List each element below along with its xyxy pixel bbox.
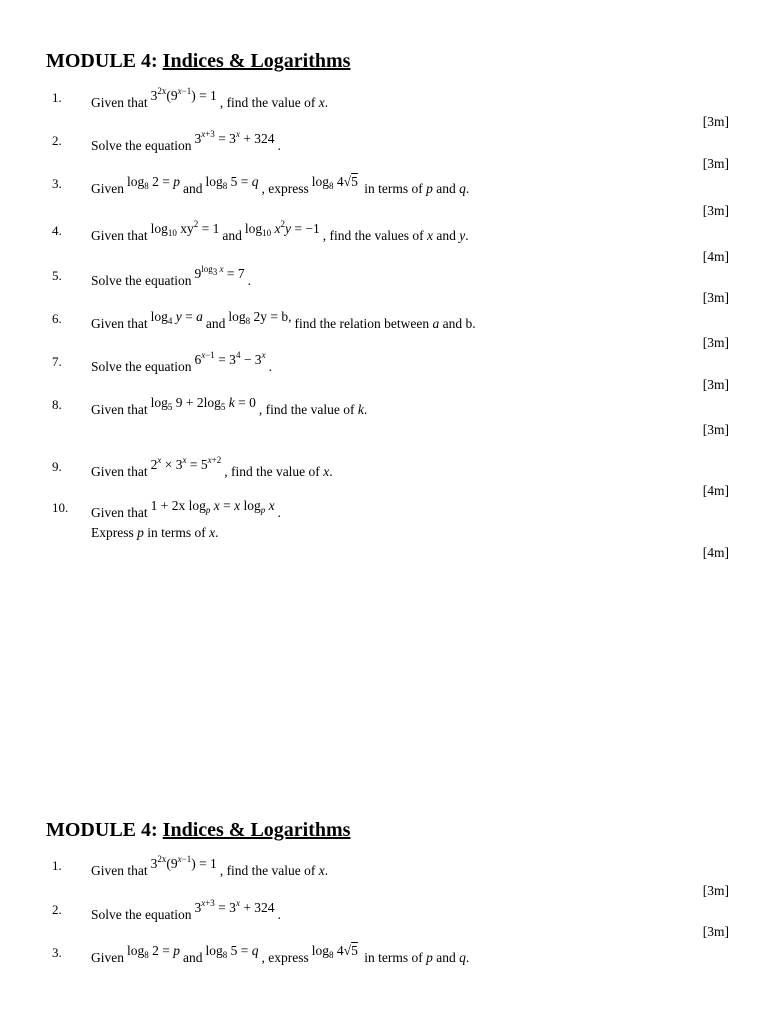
math-expression: $2^x \times 3^x = 5^{x+2}$ <box>150 455 222 472</box>
question-number: 8. <box>52 397 62 412</box>
question-text <box>91 219 469 244</box>
question-tail: in terms of p and q. <box>360 181 470 196</box>
page-title-repeat <box>46 819 350 842</box>
question-number: 9. <box>52 459 62 474</box>
title-subject: Indices & Logarithms <box>162 819 351 841</box>
question-text <box>91 395 368 418</box>
question-connector: and <box>183 950 203 965</box>
question-tail: , express <box>261 950 309 965</box>
question-lead: Given that <box>91 863 148 878</box>
question-lead: Solve the equation <box>91 138 192 153</box>
question-tail: , find the value of x. <box>224 464 333 479</box>
math-expression: $\log_5 9 + 2\log_5$ k = 0 <box>150 395 256 412</box>
math-expression: $\log_{10} xy^2 = 1$ <box>150 219 220 238</box>
question-text <box>91 129 281 154</box>
question-lead: Solve the equation <box>91 907 192 922</box>
question-tail: , find the value of x. <box>219 863 329 878</box>
marks-label: [3m] <box>702 203 729 218</box>
question-lead: Given <box>91 950 124 965</box>
question-tail: , find the values of x and y. <box>322 228 469 243</box>
title-prefix: MODULE 4: <box>46 50 163 72</box>
math-expression: $\log_8 4√5$ <box>311 943 358 960</box>
question-number: 2. <box>52 133 62 148</box>
math-expression: $3^{x+3} = 3^x + 324$ <box>194 898 275 915</box>
marks-label: [3m] <box>702 924 729 939</box>
question-continuation: Express p in terms of x. <box>91 525 219 540</box>
question-text <box>91 498 282 521</box>
marks-label: [3m] <box>702 377 729 392</box>
question-text <box>91 943 470 966</box>
math-expression: $\log_8 5 = q$ <box>205 943 259 960</box>
math-expression: $9^{log_3 x} = 7$ <box>194 264 245 281</box>
math-expression: $\log_8 2y = b$, <box>228 309 292 326</box>
question-lead: Given that <box>91 402 148 417</box>
question-text <box>91 350 272 375</box>
question-number: 6. <box>52 311 62 326</box>
math-expression: $\log_8 4√5$ <box>311 174 358 191</box>
question-lead: Given that <box>91 505 148 520</box>
question-text <box>91 309 476 332</box>
question-connector: and <box>205 316 226 331</box>
question-tail: , express <box>261 181 309 196</box>
marks-label: [3m] <box>702 422 729 437</box>
question-lead: Solve the equation <box>91 359 192 374</box>
question-tail: . <box>277 138 281 153</box>
question-text <box>91 86 329 111</box>
math-expression: $3^{x+3} = 3^x + 324$ <box>194 129 275 146</box>
math-expression: $3^{2x}(9^{x-1}) = 1$ <box>150 86 217 103</box>
question-tail: . <box>247 273 251 288</box>
question-number: 5. <box>52 268 62 283</box>
question-text <box>91 264 251 289</box>
question-lead: Solve the equation <box>91 273 192 288</box>
question-number: 10. <box>52 500 69 515</box>
title-subject: Indices & Logarithms <box>162 50 351 72</box>
question-connector: and <box>222 228 242 243</box>
marks-label: [4m] <box>702 483 729 498</box>
question-number: 3. <box>52 945 62 960</box>
question-tail: . <box>277 907 281 922</box>
question-lead: Given that <box>91 464 148 479</box>
marks-label: [3m] <box>702 335 729 350</box>
math-expression: $\log_8 2 = p$ <box>127 174 181 191</box>
title-prefix: MODULE 4: <box>46 819 163 841</box>
question-tail: . <box>277 505 282 520</box>
question-number: 2. <box>52 902 62 917</box>
math-expression: 1 + 2x $\log_p x = x$ $\log_p x$ <box>150 498 275 515</box>
question-text <box>91 898 281 923</box>
marks-label: [3m] <box>702 156 729 171</box>
math-expression: $\log_4 y = a$ <box>150 309 203 326</box>
question-tail: , find the value of k. <box>258 402 368 417</box>
page-title <box>46 50 350 73</box>
question-lead: Given that <box>91 95 148 110</box>
question-tail: . <box>268 359 272 374</box>
math-expression: $3^{2x}(9^{x-1}) = 1$ <box>150 854 217 871</box>
marks-label: [3m] <box>702 883 729 898</box>
question-number: 1. <box>52 90 62 105</box>
question-tail: in terms of p and q. <box>360 950 470 965</box>
question-text <box>91 174 470 197</box>
question-number: 4. <box>52 223 62 238</box>
question-number: 3. <box>52 176 62 191</box>
question-connector: and <box>183 181 203 196</box>
question-text <box>91 455 333 480</box>
marks-label: [4m] <box>702 545 729 560</box>
math-expression: $\log_{10} x^2y = -1$ <box>244 219 320 238</box>
question-lead: Given that <box>91 228 148 243</box>
marks-label: [3m] <box>702 290 729 305</box>
question-lead: Given <box>91 181 124 196</box>
question-tail: , find the value of x. <box>219 95 329 110</box>
question-lead: Given that <box>91 316 148 331</box>
math-expression: $6^{x-1} = 3^4 - 3^x$ <box>194 350 266 367</box>
question-number: 1. <box>52 858 62 873</box>
marks-label: [3m] <box>702 114 729 129</box>
math-expression: $\log_8 5 = q$ <box>205 174 259 191</box>
math-expression: $\log_8 2 = p$ <box>127 943 181 960</box>
question-number: 7. <box>52 354 62 369</box>
question-text <box>91 854 329 879</box>
question-tail: find the relation between a and b. <box>294 316 476 331</box>
marks-label: [4m] <box>702 249 729 264</box>
